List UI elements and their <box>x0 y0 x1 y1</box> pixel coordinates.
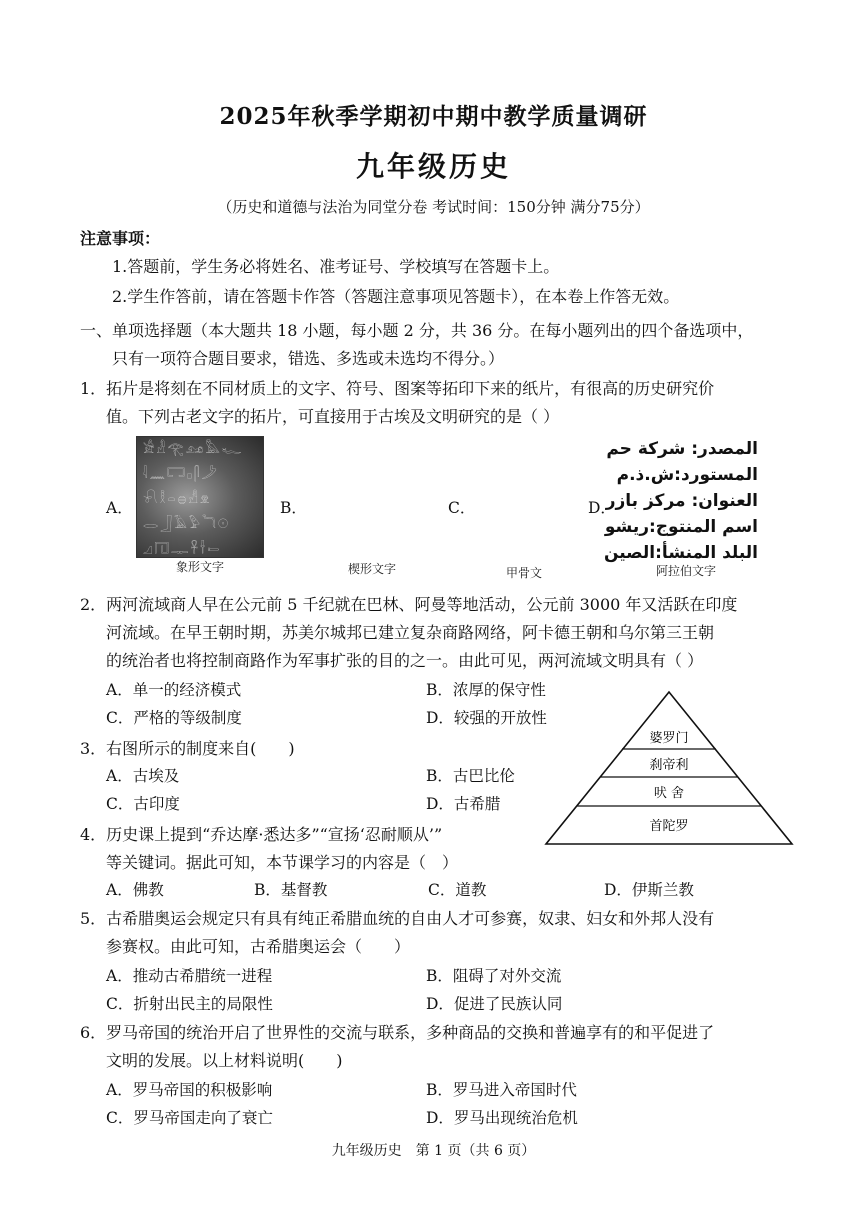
q2-option-d: D．较强的开放性 <box>426 709 547 727</box>
q1-option-c-letter: C． <box>448 499 476 517</box>
q4-stem-line1: 4．历史课上提到“乔达摩·悉达多”“宣扬‘忍耐顺从’” <box>80 825 443 844</box>
q2-stem-line1: 2．两河流域商人早在公元前 5 千纪就在巴林、阿曼等地活动，公元前 3000 年又活跃在印度 <box>80 595 738 614</box>
q5-option-b: B．阻碍了对外交流 <box>426 967 562 985</box>
pyramid-label-vaishya: 吠 舍 <box>653 786 685 801</box>
q2-option-b: B．浓厚的保守性 <box>426 681 546 699</box>
pyramid-label-kshatriya: 刹帝利 <box>649 758 689 773</box>
q6-option-d: D．罗马出现统治危机 <box>426 1109 578 1127</box>
q4-option-b: B．基督教 <box>254 881 328 899</box>
arabic-line: المصدر: شركة حم <box>606 439 758 459</box>
exam-title: 2025年秋季学期初中期中教学质量调研 <box>219 103 648 130</box>
q1-stem-line2: 值。下列古老文字的拓片，可直接用于古埃及文明研究的是（ ） <box>106 407 560 426</box>
page-footer: 九年级历史 第 1 页（共 6 页） <box>331 1143 536 1159</box>
arabic-text-block <box>603 436 758 566</box>
q5-option-d: D．促进了民族认同 <box>426 995 563 1013</box>
hieroglyph-row: 𓂋𓃀𓄿𓅱𓆓𓇳 <box>143 517 231 532</box>
hieroglyph-rubbing-image <box>136 436 264 558</box>
notice-item-1: 1.答题前，学生务必将姓名、准考证号、学校填写在答题卡上。 <box>112 257 560 276</box>
q5-option-c: C．折射出民主的局限性 <box>106 995 273 1013</box>
q1-option-b-letter: B． <box>280 499 307 517</box>
section-instructions: 只有一项符合题目要求，错选、多选或未选均不得分。） <box>112 349 505 368</box>
q6-option-a: A．罗马帝国的积极影响 <box>106 1081 273 1099</box>
q1-option-a-letter: A． <box>106 499 133 517</box>
caption-hieroglyphs: 象形文字 <box>176 560 225 574</box>
pyramid-label-brahmin: 婆罗门 <box>649 731 689 746</box>
q3-option-d: D．古希腊 <box>426 795 501 813</box>
q2-option-c: C．严格的等级制度 <box>106 709 242 727</box>
q4-stem-line2: 等关键词。据此可知，本节课学习的内容是（ ） <box>106 853 459 872</box>
q5-option-a: A．推动古希腊统一进程 <box>106 967 273 985</box>
q3-stem: 3．右图所示的制度来自( ) <box>80 739 295 758</box>
hieroglyph-row: 𓍯𓎛𓏏𓐍𓀭𓁷 <box>143 492 212 507</box>
q2-stem-line3: 的统治者也将控制商路作为军事扩张的目的之一。由此可见，两河流域文明具有（ ） <box>106 651 704 670</box>
section-heading: 一、单项选择题（本大题共 18 小题，每小题 2 分，共 36 分。在每小题列出的四个备选项中， <box>80 321 754 340</box>
hieroglyph-row: 𓈎𓉔𓊃𓋹𓌂𓍿 <box>143 542 222 557</box>
q2-stem-line2: 河流域。在早王朝时期，苏美尔城邦已建立复杂商路网络，阿卡德王朝和乌尔第三王朝 <box>106 623 715 642</box>
q1-option-d-letter: D． <box>588 499 616 517</box>
q6-option-b: B．罗马进入帝国时代 <box>426 1081 577 1099</box>
q6-stem-line2: 文明的发展。以上材料说明( ) <box>106 1051 343 1070</box>
exam-subject: 九年级历史 <box>355 150 511 183</box>
q3-option-b: B．古巴比伦 <box>426 767 515 785</box>
q6-stem-line1: 6．罗马帝国的统治开启了世界性的交流与联系，多种商品的交换和普遍享有的和平促进了 <box>80 1023 715 1042</box>
arabic-line: المستورد:ش.ذ.م <box>616 465 758 485</box>
q4-option-a: A．佛教 <box>106 881 164 899</box>
caption-oracle-bone: 甲骨文 <box>506 566 543 580</box>
q4-option-c: C．道教 <box>428 881 487 899</box>
q3-option-c: C．古印度 <box>106 795 180 813</box>
q6-option-c: C．罗马帝国走向了衰亡 <box>106 1109 273 1127</box>
q2-option-a: A．单一的经济模式 <box>106 681 242 699</box>
hieroglyph-row: 𓇋𓈖𓉐𓊪𓋴𓌳 <box>143 467 219 482</box>
q1-stem-line1: 1．拓片是将刻在不同材质上的文字、符号、图案等拓印下来的纸片，有很高的历史研究价 <box>80 379 715 398</box>
notice-heading: 注意事项： <box>80 229 161 248</box>
pyramid-label-shudra: 首陀罗 <box>649 819 689 834</box>
hieroglyph-row: 𓀀𓁐𓂀𓃭𓅓𓆑 <box>143 442 244 457</box>
arabic-line: البلد المنشأ:الصين <box>603 543 758 563</box>
arabic-line: اسم المنتوج:ريشو <box>604 517 758 537</box>
q4-option-d: D．伊斯兰教 <box>604 881 694 899</box>
q5-stem-line2: 参赛权。由此可知，古希腊奥运会（ ） <box>106 937 411 956</box>
arabic-line: العنوان: مركز بازر <box>605 491 758 511</box>
exam-note: （历史和道德与法治为同堂分卷 考试时间：150分钟 满分75分） <box>217 198 650 216</box>
caste-pyramid-diagram <box>542 688 796 848</box>
caption-cuneiform: 楔形文字 <box>348 562 397 576</box>
q3-option-a: A．古埃及 <box>106 767 180 785</box>
notice-item-2: 2.学生作答前，请在答题卡作答（答题注意事项见答题卡），在本卷上作答无效。 <box>112 287 680 306</box>
q5-stem-line1: 5．古希腊奥运会规定只有具有纯正希腊血统的自由人才可参赛，奴隶、妇女和外邦人没有 <box>80 909 715 928</box>
caption-arabic: 阿拉伯文字 <box>656 564 717 578</box>
